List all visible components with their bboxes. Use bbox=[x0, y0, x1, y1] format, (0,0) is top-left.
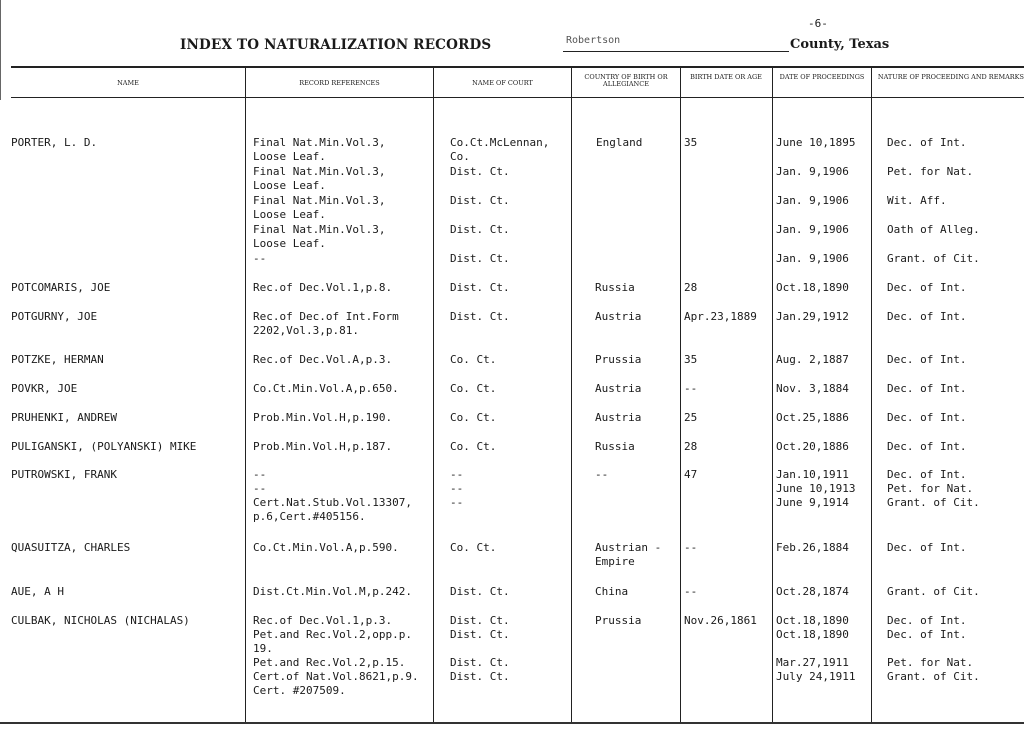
date-of-proceedings: Oct.25,1886 bbox=[776, 411, 849, 424]
date-of-proceedings: Oct.28,1874 bbox=[776, 585, 849, 598]
date-of-proceedings: Nov. 3,1884 bbox=[776, 382, 849, 395]
date-of-proceedings: Feb.26,1884 bbox=[776, 541, 849, 554]
entry-name: PULIGANSKI, (POLYANSKI) MIKE bbox=[11, 440, 197, 453]
birth-date-or-age: 28 bbox=[684, 440, 698, 453]
entry-name: POVKR, JOE bbox=[11, 382, 78, 395]
entry-name: PUTROWSKI, FRANK bbox=[11, 468, 117, 481]
entry-name: QUASUITZA, CHARLES bbox=[11, 541, 131, 554]
country-of-birth: Austria bbox=[595, 310, 642, 323]
record-reference: Rec.of Dec.Vol.1,p.3. Pet.and Rec.Vol.2,opp.p. 19. Pet.and Rec.Vol.2,p.15. Cert.of Nat.Vol.8621,p.9. Cert. #207509. bbox=[253, 614, 419, 697]
record-reference: Dist.Ct.Min.Vol.M,p.242. bbox=[253, 585, 412, 598]
nature-of-proceeding: Dec. of Int. bbox=[887, 353, 967, 366]
birth-date-or-age: -- bbox=[684, 382, 698, 395]
date-of-proceedings: Jan. 9,1906 bbox=[776, 252, 849, 265]
country-of-birth: Russia bbox=[595, 281, 635, 294]
nature-of-proceeding: Dec. of Int. bbox=[887, 541, 967, 554]
country-of-birth: Prussia bbox=[595, 614, 642, 627]
record-reference: Final Nat.Min.Vol.3, Loose Leaf. bbox=[253, 223, 386, 250]
nature-of-proceeding: Dec. of Int. Pet. for Nat. Grant. of Cit. bbox=[887, 468, 980, 509]
page-left-edge bbox=[0, 0, 1, 100]
table-bottom-rule bbox=[0, 722, 1024, 724]
country-of-birth: England bbox=[596, 136, 643, 149]
entry-name: CULBAK, NICHOLAS (NICHALAS) bbox=[11, 614, 190, 627]
court-name: Co. Ct. bbox=[450, 411, 497, 424]
birth-date-or-age: Nov.26,1861 bbox=[684, 614, 757, 627]
date-of-proceedings: June 10,1895 bbox=[776, 136, 856, 149]
date-of-proceedings: Jan. 9,1906 bbox=[776, 223, 849, 236]
court-name: Dist. Ct. bbox=[450, 223, 510, 236]
court-name: Dist. Ct. bbox=[450, 194, 510, 207]
country-of-birth: Prussia bbox=[595, 353, 642, 366]
entry-name: POTCOMARIS, JOE bbox=[11, 281, 111, 294]
column-divider bbox=[245, 66, 246, 722]
nature-of-proceeding: Wit. Aff. bbox=[887, 194, 947, 207]
nature-of-proceeding: Oath of Alleg. bbox=[887, 223, 980, 236]
col-header-date: DATE OF PROCEEDINGS bbox=[779, 73, 865, 81]
date-of-proceedings: Oct.18,1890 bbox=[776, 281, 849, 294]
date-of-proceedings: Aug. 2,1887 bbox=[776, 353, 849, 366]
nature-of-proceeding: Dec. of Int. bbox=[887, 411, 967, 424]
column-divider bbox=[871, 66, 872, 722]
col-header-birth: BIRTH DATE OR AGE bbox=[690, 73, 762, 81]
court-name: Dist. Ct. bbox=[450, 165, 510, 178]
col-header-court: NAME OF COURT bbox=[472, 79, 533, 87]
record-reference: Rec.of Dec.Vol.A,p.3. bbox=[253, 353, 393, 366]
record-reference: Final Nat.Min.Vol.3, Loose Leaf. bbox=[253, 136, 386, 163]
country-of-birth: Russia bbox=[595, 440, 635, 453]
birth-date-or-age: 25 bbox=[684, 411, 698, 424]
date-of-proceedings: Jan.29,1912 bbox=[776, 310, 849, 323]
record-reference: Rec.of Dec.of Int.Form 2202,Vol.3,p.81. bbox=[253, 310, 399, 337]
date-of-proceedings: Jan. 9,1906 bbox=[776, 194, 849, 207]
court-name: Co. Ct. bbox=[450, 440, 497, 453]
birth-date-or-age: -- bbox=[684, 541, 698, 554]
birth-date-or-age: 35 bbox=[684, 353, 698, 366]
court-name: Co. Ct. bbox=[450, 353, 497, 366]
col-header-name: NAME bbox=[117, 79, 139, 87]
record-reference: -- -- Cert.Nat.Stub.Vol.13307, p.6,Cert.#405156. bbox=[253, 468, 412, 523]
nature-of-proceeding: Dec. of Int. bbox=[887, 136, 967, 149]
record-reference: Final Nat.Min.Vol.3, Loose Leaf. bbox=[253, 165, 386, 192]
record-reference: Prob.Min.Vol.H,p.187. bbox=[253, 440, 393, 453]
entry-name: PRUHENKI, ANDREW bbox=[11, 411, 117, 424]
entry-name: POTZKE, HERMAN bbox=[11, 353, 104, 366]
court-name: Co. Ct. bbox=[450, 541, 497, 554]
court-name: Dist. Ct. bbox=[450, 281, 510, 294]
court-name: Dist. Ct. bbox=[450, 252, 510, 265]
court-name: Dist. Ct. bbox=[450, 310, 510, 323]
country-of-birth: -- bbox=[595, 468, 609, 481]
country-of-birth: Austrian - Empire bbox=[595, 541, 662, 568]
date-of-proceedings: Jan. 9,1906 bbox=[776, 165, 849, 178]
entry-name: PORTER, L. D. bbox=[11, 136, 98, 149]
birth-date-or-age: 47 bbox=[684, 468, 698, 481]
nature-of-proceeding: Dec. of Int. bbox=[887, 281, 967, 294]
court-name: Co. Ct. bbox=[450, 382, 497, 395]
record-reference: Co.Ct.Min.Vol.A,p.650. bbox=[253, 382, 399, 395]
date-of-proceedings: Oct.20,1886 bbox=[776, 440, 849, 453]
county-name: Robertson bbox=[566, 35, 621, 46]
court-name: -- -- -- bbox=[450, 468, 464, 509]
col-header-record-references: RECORD REFERENCES bbox=[299, 79, 380, 87]
record-reference: Rec.of Dec.Vol.1,p.8. bbox=[253, 281, 393, 294]
header-bottom-rule bbox=[11, 97, 1024, 98]
birth-date-or-age: 28 bbox=[684, 281, 698, 294]
nature-of-proceeding: Dec. of Int. Dec. of Int. Pet. for Nat. Grant. of Cit. bbox=[887, 614, 980, 683]
court-name: Dist. Ct. bbox=[450, 585, 510, 598]
nature-of-proceeding: Dec. of Int. bbox=[887, 382, 967, 395]
county-label: County, Texas bbox=[790, 37, 890, 52]
date-of-proceedings: Oct.18,1890 Oct.18,1890 Mar.27,1911 July 24,1911 bbox=[776, 614, 856, 683]
page-number: -6- bbox=[808, 17, 828, 30]
court-name: Co.Ct.McLennan, Co. bbox=[450, 136, 550, 163]
court-name: Dist. Ct. Dist. Ct. Dist. Ct. Dist. Ct. bbox=[450, 614, 510, 683]
nature-of-proceeding: Dec. of Int. bbox=[887, 440, 967, 453]
county-underline bbox=[563, 51, 789, 52]
column-divider bbox=[433, 66, 434, 722]
nature-of-proceeding: Grant. of Cit. bbox=[887, 252, 980, 265]
entry-name: AUE, A H bbox=[11, 585, 64, 598]
column-divider bbox=[571, 66, 572, 722]
col-header-nature: NATURE OF PROCEEDING AND REMARKS bbox=[877, 73, 1024, 81]
col-header-country: COUNTRY OF BIRTH OR ALLEGIANCE bbox=[584, 73, 668, 88]
nature-of-proceeding: Grant. of Cit. bbox=[887, 585, 980, 598]
record-reference: Final Nat.Min.Vol.3, Loose Leaf. bbox=[253, 194, 386, 221]
page-title: INDEX TO NATURALIZATION RECORDS bbox=[180, 37, 492, 53]
birth-date-or-age: -- bbox=[684, 585, 698, 598]
country-of-birth: Austria bbox=[595, 411, 642, 424]
nature-of-proceeding: Dec. of Int. bbox=[887, 310, 967, 323]
header-top-rule bbox=[11, 66, 1024, 68]
column-divider bbox=[680, 66, 681, 722]
column-divider bbox=[772, 66, 773, 722]
date-of-proceedings: Jan.10,1911 June 10,1913 June 9,1914 bbox=[776, 468, 856, 509]
nature-of-proceeding: Pet. for Nat. bbox=[887, 165, 974, 178]
birth-date-or-age: Apr.23,1889 bbox=[684, 310, 757, 323]
country-of-birth: Austria bbox=[595, 382, 642, 395]
record-reference: -- bbox=[253, 252, 267, 265]
record-reference: Prob.Min.Vol.H,p.190. bbox=[253, 411, 393, 424]
record-reference: Co.Ct.Min.Vol.A,p.590. bbox=[253, 541, 399, 554]
birth-date-or-age: 35 bbox=[684, 136, 698, 149]
entry-name: POTGURNY, JOE bbox=[11, 310, 98, 323]
country-of-birth: China bbox=[595, 585, 629, 598]
